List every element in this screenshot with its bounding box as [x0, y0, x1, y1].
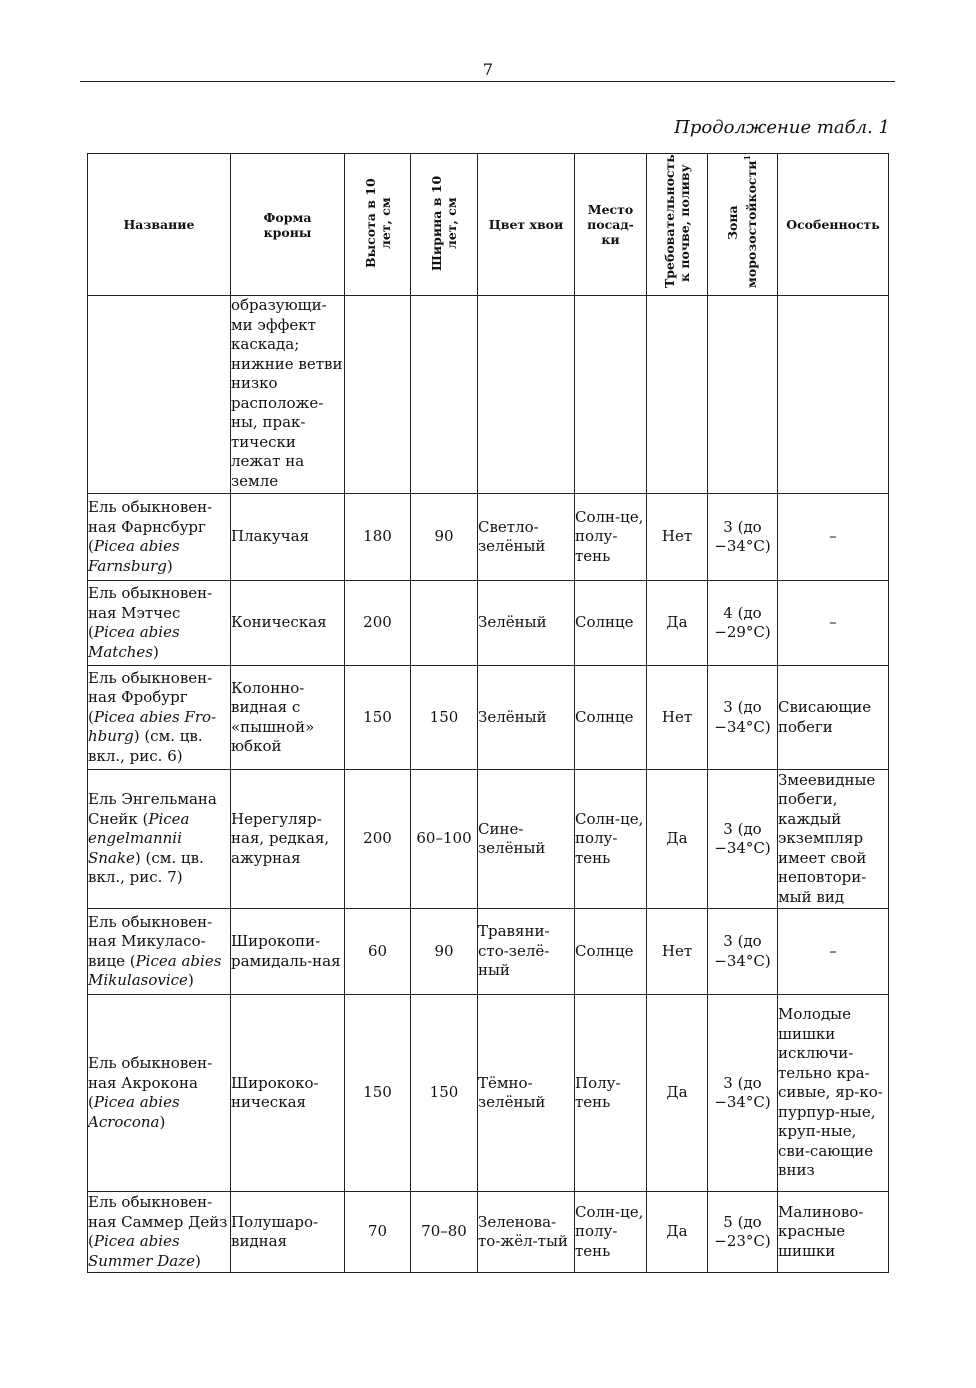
cell-zone: 3 (до −34°C): [708, 770, 778, 909]
cell-crown: Ширококо-ническая: [231, 995, 345, 1192]
cell-height: 150: [345, 666, 411, 770]
cell-name: Ель обыкновен-ная Фробург (Picea abies Fro-hburg) (см. цв. вкл., рис. 6): [88, 666, 231, 770]
cell-place: Солн-це, полу-тень: [575, 494, 647, 581]
cell-color: Зеленова-то-жёл-тый: [478, 1192, 575, 1273]
table-row: [88, 770, 889, 909]
header-rule: [80, 81, 895, 82]
table-caption: Продолжение табл. 1: [674, 117, 890, 138]
page-number: 7: [482, 60, 494, 79]
cell-crown: Широкопи-рамидаль-ная: [231, 909, 345, 995]
cell-color: Тёмно-зелёный: [478, 995, 575, 1192]
cell-name: Ель обыкновен-ная Акрокона (Picea abies Acrocona): [88, 995, 231, 1192]
cell-color: Травяни-сто-зелё-ный: [478, 909, 575, 995]
header-row: [88, 154, 889, 296]
cell-zone: 3 (до −34°C): [708, 666, 778, 770]
cell-zone: 4 (до −29°C): [708, 581, 778, 666]
cell-soil: Нет: [647, 666, 708, 770]
cell-feature: Свисающие побеги: [778, 666, 889, 770]
cell-width: 60–100: [411, 770, 478, 909]
table-row: [88, 995, 889, 1192]
cell-feature: Малиново-красные шишки: [778, 1192, 889, 1273]
cell-crown: Полушаро-видная: [231, 1192, 345, 1273]
cell-height: 60: [345, 909, 411, 995]
cell-zone: 3 (до −34°C): [708, 494, 778, 581]
spruce-table: [87, 153, 889, 1273]
header-zone-note: 1: [742, 154, 753, 161]
header-zone: [708, 154, 778, 296]
header-feature: Особенность: [778, 154, 889, 296]
cell-width: 150: [411, 995, 478, 1192]
cell-feature: Молодые шишки исключи-тельно кра-сивые, яр-ко-пурпур-ные, круп-ные, сви-сающие вниз: [778, 995, 889, 1192]
cell-height: 70: [345, 1192, 411, 1273]
cell-height: 200: [345, 581, 411, 666]
cell-name: Ель Энгельмана Снейк (Picea engelmannii Snake) (см. цв. вкл., рис. 7): [88, 770, 231, 909]
cell-width: 150: [411, 666, 478, 770]
header-color: Цвет хвои: [478, 154, 575, 296]
cell-place: Солн-це, полу-тень: [575, 1192, 647, 1273]
cell-soil: Да: [647, 770, 708, 909]
cell-name: Ель обыкновен-ная Мэтчес (Picea abies Matches): [88, 581, 231, 666]
cell-width: 90: [411, 494, 478, 581]
cell-soil: Да: [647, 995, 708, 1192]
cell-color: Сине-зелёный: [478, 770, 575, 909]
cell-crown: Коническая: [231, 581, 345, 666]
cell-width: 90: [411, 909, 478, 995]
cell-height: 180: [345, 494, 411, 581]
cell-place: Солнце: [575, 581, 647, 666]
cell-feature: Змеевидные побеги, каждый экземпляр имеет свой неповтори-мый вид: [778, 770, 889, 909]
cell-color: Светло-зелёный: [478, 494, 575, 581]
header-place: Место посад-ки: [575, 154, 647, 296]
cell-feature: –: [778, 909, 889, 995]
table-row: [88, 494, 889, 581]
table-row-continuation: [88, 296, 889, 494]
header-crown: Форма кроны: [231, 154, 345, 296]
cell-color: Зелёный: [478, 666, 575, 770]
header-soil: Требовательность к почве, поливу: [647, 154, 708, 296]
cell-soil: Да: [647, 1192, 708, 1273]
table-row: [88, 1192, 889, 1273]
cell-crown: Плакучая: [231, 494, 345, 581]
cell-place: Солнце: [575, 909, 647, 995]
cell-height: 200: [345, 770, 411, 909]
cell-soil: Нет: [647, 909, 708, 995]
header-width: Ширина в 10 лет, см: [411, 154, 478, 296]
cell-feature: –: [778, 581, 889, 666]
cell-width: 70–80: [411, 1192, 478, 1273]
cell-height: 150: [345, 995, 411, 1192]
header-height: Высота в 10 лет, см: [345, 154, 411, 296]
table-row: [88, 666, 889, 770]
cell-zone: 5 (до −23°C): [708, 1192, 778, 1273]
cell-soil: Да: [647, 581, 708, 666]
cell-place: Солнце: [575, 666, 647, 770]
cell-place: Солн-це, полу-тень: [575, 770, 647, 909]
cell-crown: образующи-ми эффект каскада; нижние ветви низко расположе-ны, прак-тически лежат на земле: [231, 296, 345, 494]
cell-crown: Колонно-видная с «пышной» юбкой: [231, 666, 345, 770]
cell-zone: 3 (до −34°C): [708, 909, 778, 995]
cell-name: Ель обыкновен-ная Саммер Дейз (Picea abies Summer Daze): [88, 1192, 231, 1273]
cell-zone: 3 (до −34°C): [708, 995, 778, 1192]
cell-width: [411, 581, 478, 666]
cell-color: Зелёный: [478, 581, 575, 666]
header-zone-text: Зона морозостойкости: [725, 160, 760, 288]
cell-place: Полу-тень: [575, 995, 647, 1192]
cell-name: Ель обыкновен-ная Микуласо-вице (Picea abies Mikulasovice): [88, 909, 231, 995]
cell-name: Ель обыкновен-ная Фарнсбург (Picea abies Farnsburg): [88, 494, 231, 581]
table-row: [88, 581, 889, 666]
cell-feature: –: [778, 494, 889, 581]
cell-crown: Нерегуляр-ная, редкая, ажурная: [231, 770, 345, 909]
table-row: [88, 909, 889, 995]
cell-soil: Нет: [647, 494, 708, 581]
header-name: Название: [88, 154, 231, 296]
